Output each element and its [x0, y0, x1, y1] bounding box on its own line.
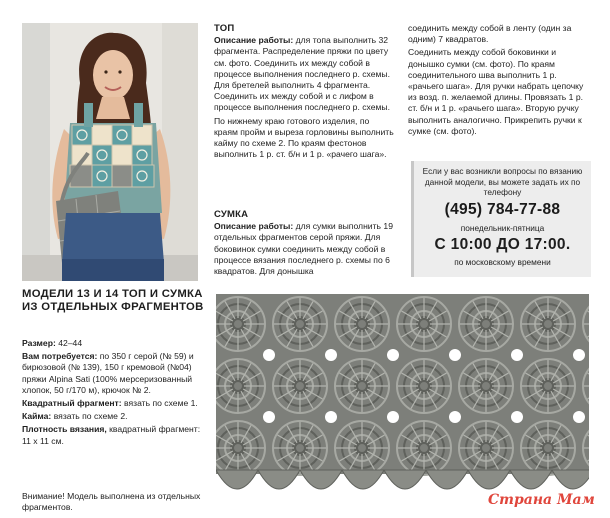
model-specs	[22, 338, 206, 449]
contact-hours: С 10:00 ДО 17:00.	[434, 235, 571, 253]
spec-size-label: Размер:	[22, 338, 56, 348]
bag-desc-label: Описание работы:	[214, 221, 294, 232]
right-text-2: Соединить между собой боковинки и донышко сумки (см. фото). По краям соединительного шва выполнить 1 р. «рачьего шага». Для ручки набрать цепочку из возд. п. желаемой длины. Провязать 1 р. ст. б/н и 1 р. «рачьего шага». Вторую ручку выполнить аналогично. Прикрепить ручки к сумке (см. фото).	[408, 47, 584, 136]
spec-materials-label: Вам потребуется:	[22, 351, 98, 362]
right-column	[408, 23, 591, 139]
contact-phone[interactable]: (495) 784-77-88	[444, 200, 561, 218]
spec-square-value: вязать по схеме 1.	[124, 398, 198, 409]
model-title: МОДЕЛИ 13 И 14 ТОП И СУМКА ИЗ ОТДЕЛЬНЫХ ФРАГМЕНТОВ	[22, 288, 204, 314]
watermark-logo: Страна Мам	[488, 492, 595, 508]
spec-square-label: Квадратный фрагмент:	[22, 398, 122, 409]
bag-description	[214, 221, 396, 277]
spec-border-label: Кайма:	[22, 411, 52, 422]
contact-question: Если у вас возникли вопросы по вязанию данной модели, вы можете задать их по телефону	[422, 166, 583, 197]
model-photo-illustration	[22, 23, 198, 281]
bag-description-column	[214, 209, 396, 279]
top-edging-text: По нижнему краю готового изделия, по краям пройм и выреза горловины выполнить кайму по схеме 2. По краям фестонов выполнить 1 р. ст. б/н и 1 р. «рачего шага».	[214, 115, 394, 160]
spec-materials-value: по 350 г серой (№ 59) и бирюзовой (№ 139), 150 г кремовой (№04) пряжи Alpina Sati (100% мерсеризованный хлопок, 50 г/170 м), крючок № 2.	[22, 351, 194, 395]
spec-border	[22, 411, 206, 422]
contact-box	[411, 161, 591, 277]
model-photo	[22, 23, 198, 281]
contact-days: понедельник-пятница	[460, 222, 545, 233]
top-desc-text: для топа выполнить 32 фрагмента. Распределение пряжи по цвету см. фото. Соединить их между собой в процессе выполнения последнего р. схемы. Для бретелей выполнить 4 фрагмента. Соединить их между собой и с лифом в процессе выполнения последнего р. схемы.	[214, 35, 390, 113]
spec-border-value: вязать по схеме 2.	[53, 411, 128, 422]
top-description	[214, 35, 394, 113]
spec-materials	[22, 351, 206, 396]
spec-size	[22, 338, 206, 349]
top-desc-label: Описание работы:	[214, 35, 294, 46]
top-title: ТОП	[214, 23, 235, 34]
spec-gauge-label: Плотность вязания,	[22, 424, 107, 435]
top-description-column	[214, 23, 394, 162]
contact-timezone: по московскому времени	[454, 256, 551, 267]
bag-desc-text: для сумки выполнить 19 отдельных фрагментов серой пряжи. Для боковинок сумки соединить между собой в процессе вязания последнего р. схемы по 6 квадратов. Для донышка	[214, 221, 393, 277]
crochet-swatch-illustration	[216, 294, 589, 501]
spec-size-value: 42–44	[58, 338, 83, 348]
spec-gauge	[22, 424, 206, 446]
spec-square	[22, 398, 206, 409]
spec-gauge-value: квадратный фрагмент: 11 x 11 см.	[22, 424, 201, 446]
right-text-1: соединить между собой в ленту (один за одним) 7 квадратов.	[408, 23, 572, 45]
bag-title: СУМКА	[214, 209, 249, 220]
model-note: Внимание! Модель выполнена из отдельных фрагментов.	[22, 491, 201, 513]
crochet-swatch-photo	[216, 294, 589, 501]
